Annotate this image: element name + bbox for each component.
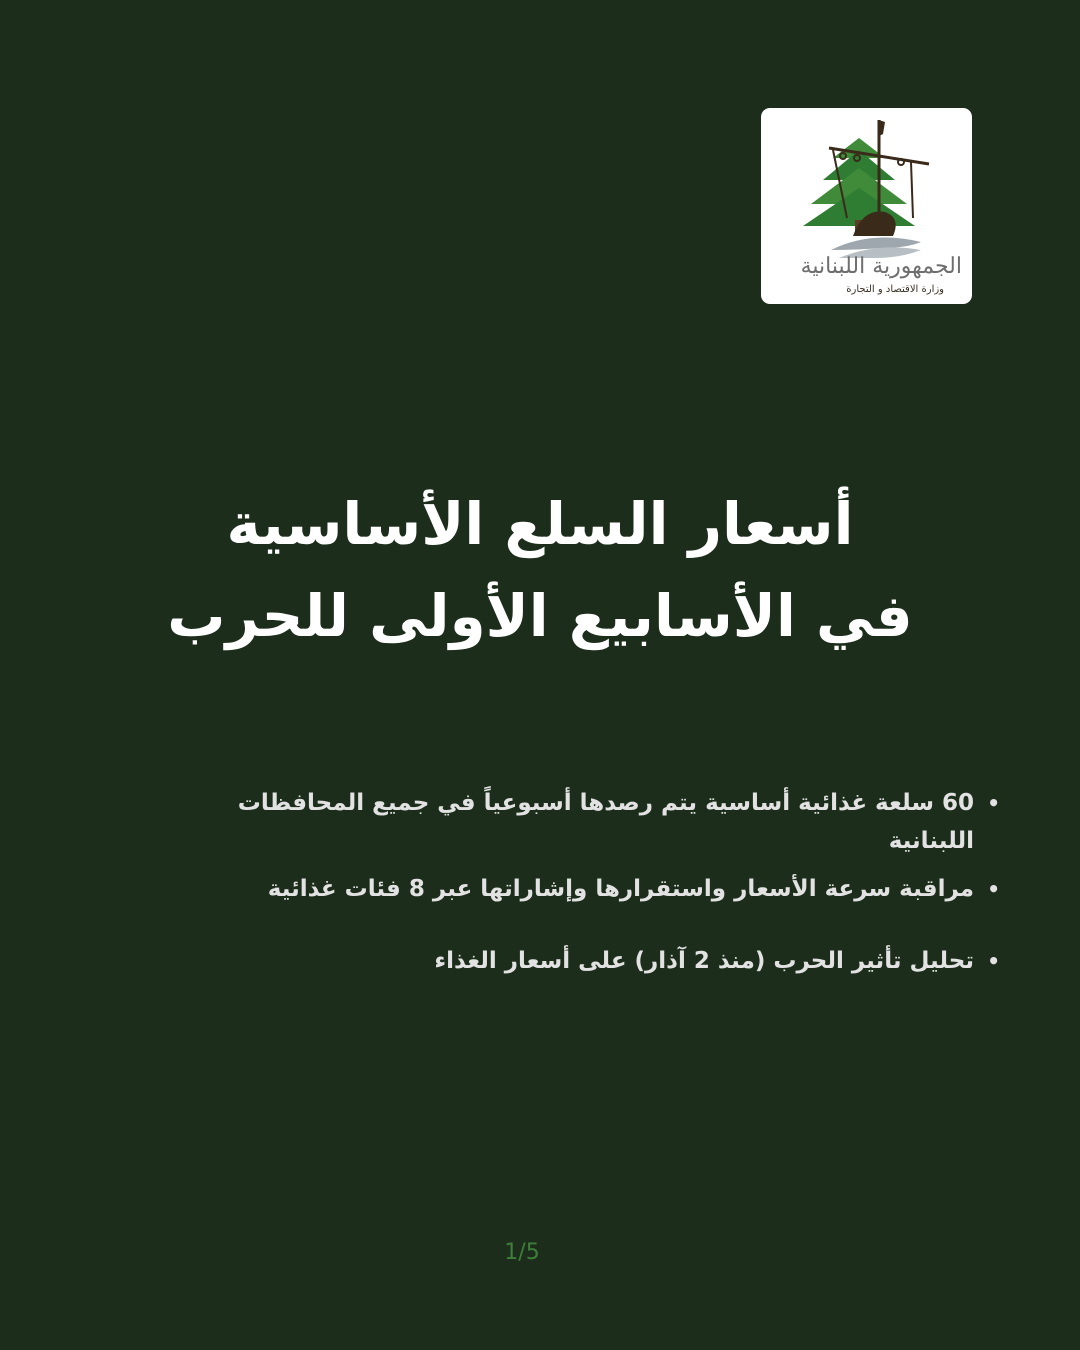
bullet-item-monitoring: • مراقبة سرعة الأسعار واستقرارها وإشاراتها عبر 8 فئات غذائية bbox=[200, 870, 1000, 908]
bullet-item-commodities: • 60 سلعة غذائية أساسية يتم رصدها أسبوعياً في جميع المحافظات اللبنانية bbox=[200, 784, 1000, 860]
logo-republic-text: الجمهورية اللبنانية bbox=[800, 254, 962, 279]
ministry-logo bbox=[761, 108, 972, 304]
title-line-1: أسعار السلع الأساسية bbox=[226, 490, 854, 558]
bullet-item-war-impact: • تحليل تأثير الحرب (منذ 2 آذار) على أسعار الغذاء bbox=[200, 942, 1000, 980]
page-title bbox=[140, 478, 940, 662]
title-line-2: في الأسابيع الأولى للحرب bbox=[167, 582, 913, 650]
bullet-list bbox=[200, 784, 1000, 980]
logo-ministry-text: وزارة الاقتصاد و التجارة bbox=[846, 284, 944, 295]
cedar-ship-emblem-icon bbox=[761, 108, 972, 258]
page-indicator: 1/5 bbox=[504, 1240, 540, 1265]
